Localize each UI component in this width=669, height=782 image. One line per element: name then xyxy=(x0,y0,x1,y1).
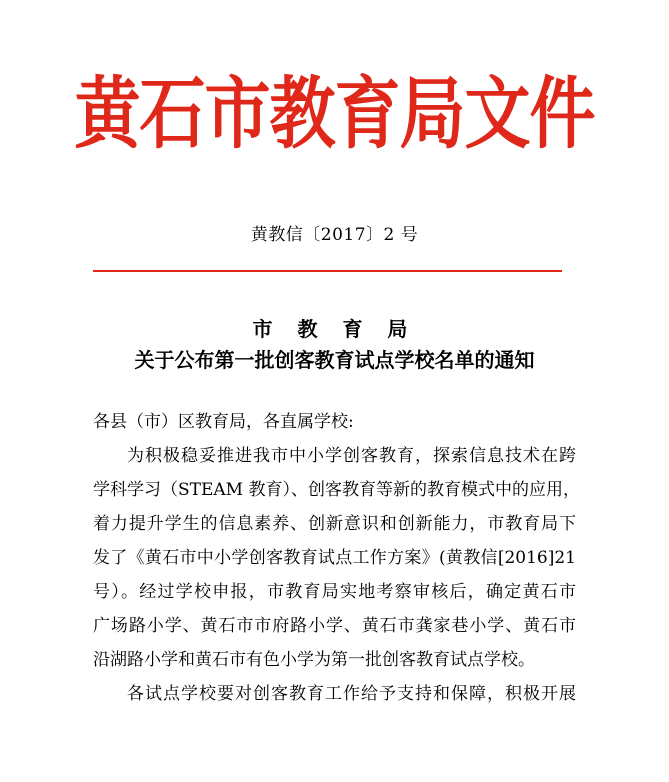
issuer-heading: 市 教 育 局 xyxy=(252,317,417,341)
red-divider-line xyxy=(93,270,562,272)
paragraph-line: 学科学习（STEAM 教育）、创客教育等新的教育模式中的应用， xyxy=(93,480,580,500)
paragraph-line: 广场路小学、黄石市市府路小学、黄石市龚家巷小学、黄石市 xyxy=(93,616,576,636)
masthead-title: 黄石市教育局文件 xyxy=(74,68,595,160)
paragraph-line: 各试点学校要对创客教育工作给予支持和保障，积极开展 xyxy=(127,684,576,704)
document-number: 黄教信〔2017〕2 号 xyxy=(250,225,419,245)
paragraph-line: 着力提升学生的信息素养、创新意识和创新能力，市教育局下 xyxy=(93,514,576,534)
notice-title: 关于公布第一批创客教育试点学校名单的通知 xyxy=(134,348,535,372)
paragraph-line: 沿湖路小学和黄石市有色小学为第一批创客教育试点学校。 xyxy=(93,650,535,670)
salutation: 各县（市）区教育局，各直属学校: xyxy=(93,412,354,432)
paragraph-line: 为积极稳妥推进我市中小学创客教育，探索信息技术在跨 xyxy=(127,446,576,466)
paragraph-line: 发了《黄石市中小学创客教育试点工作方案》(黄教信[2016]21 xyxy=(93,548,576,568)
paragraph-line: 号）。经过学校申报，市教育局实地考察审核后，确定黄石市 xyxy=(93,582,576,602)
